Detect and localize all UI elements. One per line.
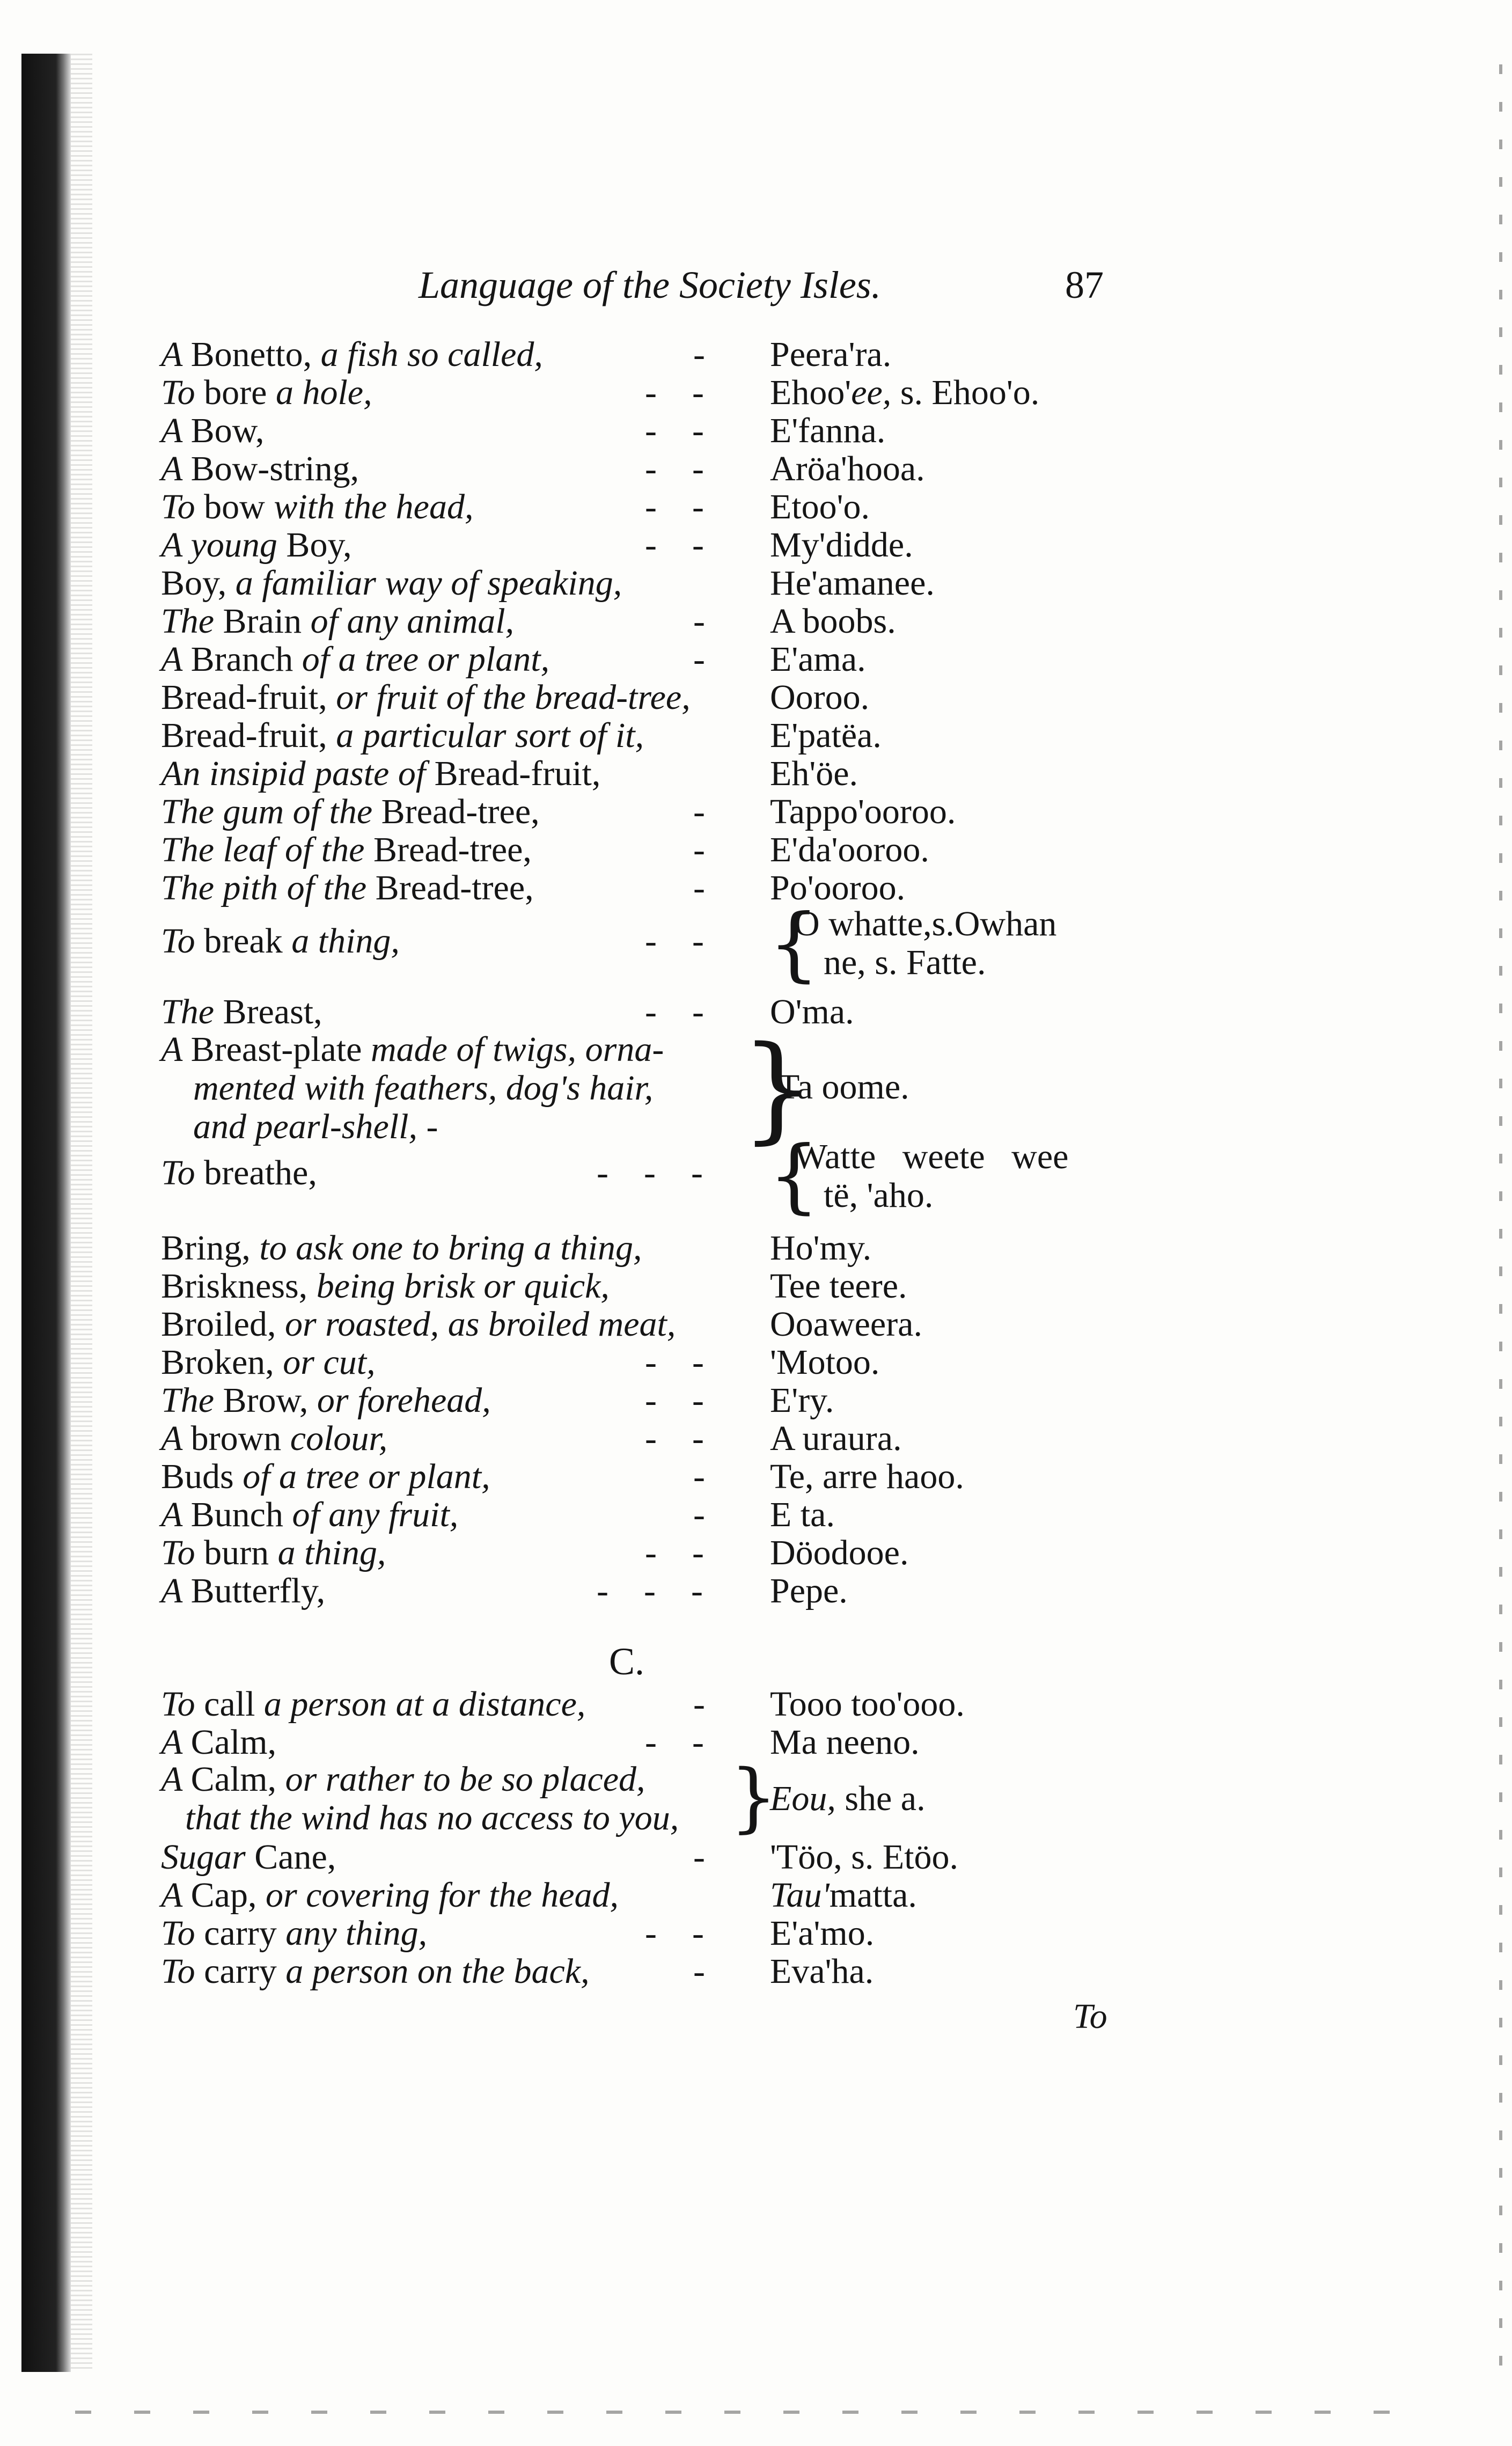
leader-dashes: - - [645, 373, 704, 412]
text-run: The [161, 992, 223, 1031]
leader-dashes: - [693, 1495, 705, 1534]
text-run: burn [204, 1533, 278, 1572]
tahitian-term [770, 1343, 879, 1382]
tahitian-term [770, 602, 896, 641]
text-run: E'da'ooroo. [770, 830, 929, 869]
text-run: Boy, [286, 525, 352, 565]
grouping-brace: { [768, 897, 820, 991]
text-run: Pepe. [770, 1571, 848, 1610]
english-term [161, 1838, 336, 1877]
text-run: Brain [223, 602, 311, 641]
english-term [161, 869, 534, 907]
text-run: a hole, [275, 373, 372, 412]
text-run: colour, [290, 1419, 388, 1458]
text-run: Ma neeno. [770, 1723, 920, 1762]
text-run: to ask one to bring a thing, [259, 1228, 642, 1268]
leader-dashes: - - [645, 1723, 704, 1762]
leader-dashes: - [693, 335, 705, 374]
english-term [161, 922, 400, 961]
tahitian-term [770, 335, 891, 374]
text-run: E'a'mo. [770, 1914, 875, 1953]
tahitian-term [770, 1914, 874, 1953]
text-run: He'amanee. [770, 563, 935, 603]
english-term [161, 793, 540, 831]
text-run: carry [204, 1914, 286, 1953]
text-run: Tappo'ooroo. [770, 792, 956, 831]
text-run: or roasted, as broiled meat, [284, 1305, 676, 1344]
english-line [161, 1030, 664, 1069]
english-term [161, 1381, 491, 1420]
text-run: Tee teere. [770, 1266, 907, 1306]
text-run: A [161, 1571, 191, 1610]
tahitian-line: ne, s. Fatte. [824, 943, 986, 982]
text-run: with the head, [274, 487, 474, 526]
text-run: Ehoo' [770, 373, 852, 412]
tahitian-term [770, 1419, 902, 1458]
tahitian-line: të, 'aho. [824, 1176, 934, 1215]
text-run: A [161, 1760, 191, 1799]
text-run: Branch [190, 640, 302, 679]
leader-dashes: - - - [597, 1571, 703, 1610]
text-run: Sugar [161, 1837, 255, 1877]
text-run: A [161, 335, 191, 374]
english-line [161, 1760, 679, 1799]
tahitian-term [770, 640, 866, 679]
text-run: A [161, 449, 191, 488]
leader-dashes: - - [645, 411, 704, 450]
leader-dashes: - [693, 1685, 705, 1724]
tahitian-term [770, 488, 870, 526]
english-term [161, 488, 473, 526]
leader-dashes: - [693, 1952, 705, 1991]
leader-dashes: - - [645, 992, 704, 1031]
text-run: brown [190, 1419, 290, 1458]
text-run: breathe, [204, 1153, 317, 1192]
text-run: Eva'ha. [770, 1952, 874, 1991]
text-run: a familiar way of speaking, [235, 563, 622, 603]
tahitian-term [770, 1685, 965, 1724]
english-term [161, 1458, 490, 1496]
tahitian-term [794, 1138, 1068, 1215]
english-term [161, 1876, 619, 1915]
text-run: E'ama. [770, 640, 866, 679]
tahitian-term [770, 526, 913, 565]
text-run: Broiled, [161, 1305, 285, 1344]
english-term [161, 1419, 387, 1458]
text-run: Briskness, [161, 1266, 317, 1306]
page-bottom-edge [75, 2411, 1416, 2414]
text-run: A [161, 1030, 191, 1069]
english-term [161, 602, 514, 641]
english-term [161, 1267, 610, 1306]
tahitian-term [770, 678, 869, 717]
text-run: of any animal, [310, 602, 515, 641]
tahitian-term [770, 1305, 922, 1344]
text-run: Calm, [190, 1723, 277, 1762]
text-run: Peera'ra. [770, 335, 892, 374]
text-run: Bread-tree, [375, 868, 534, 907]
tahitian-term [770, 1876, 917, 1915]
leader-dashes: - - [645, 525, 704, 565]
leader-dashes: - - - [597, 1153, 703, 1192]
tahitian-term [770, 374, 1039, 412]
leader-dashes: - - [645, 487, 704, 526]
leader-dashes: - [693, 830, 705, 869]
text-run: or fruit of the bread-tree, [336, 678, 691, 717]
text-run: Eou, [770, 1779, 836, 1818]
text-run: The [161, 1381, 223, 1420]
leader-dashes: - - [645, 1419, 704, 1458]
text-run: that the wind has no access to you, [185, 1798, 679, 1837]
english-term [161, 1572, 325, 1610]
text-run: To [161, 1914, 204, 1953]
tahitian-term [770, 1267, 907, 1306]
text-run: A [161, 1723, 191, 1762]
english-term [161, 526, 352, 565]
text-run: made of twigs, orna- [370, 1030, 664, 1069]
english-term [161, 1952, 590, 1991]
text-run: Eh'öe. [770, 754, 858, 793]
tahitian-term [770, 1779, 926, 1818]
text-run: a fish so called, [320, 335, 543, 374]
text-run: O'ma. [770, 992, 854, 1031]
page-header [0, 263, 1512, 311]
text-run: 'Töo, s. Etöo. [770, 1837, 959, 1877]
english-term [161, 1154, 317, 1192]
text-run: A [161, 1495, 191, 1534]
leader-dashes: - - [645, 449, 704, 488]
text-run: a particular sort of it, [336, 716, 644, 755]
text-run: Bunch [190, 1495, 292, 1534]
tahitian-term [770, 793, 956, 831]
english-term [161, 1914, 427, 1953]
text-run: Cane, [254, 1837, 336, 1877]
text-run: To [161, 921, 204, 961]
english-term [161, 335, 543, 374]
leader-dashes: - [693, 868, 705, 907]
text-run: Döodooe. [770, 1533, 909, 1572]
english-term [161, 1229, 642, 1268]
text-run: bow [204, 487, 274, 526]
tahitian-term [770, 1572, 848, 1610]
tahitian-term [770, 1838, 958, 1877]
text-run: Bread-fruit, [161, 678, 336, 717]
text-run: Buds [161, 1457, 243, 1496]
english-term [161, 1496, 458, 1534]
english-line [161, 1108, 664, 1146]
tahitian-term [794, 905, 1056, 982]
text-run: A [161, 411, 191, 450]
text-run: carry [204, 1952, 286, 1991]
leader-dashes: - [693, 792, 705, 831]
text-run: or cut, [283, 1343, 376, 1382]
text-run: Bonetto, [190, 335, 321, 374]
text-run: Brow, [223, 1381, 317, 1420]
english-term [161, 831, 532, 869]
text-run: or rather to be so placed, [285, 1760, 645, 1799]
leader-dashes: - - [645, 921, 704, 961]
english-term [161, 640, 549, 679]
text-run: matta. [829, 1876, 917, 1915]
leader-dashes: - - [645, 1914, 704, 1953]
english-term [161, 993, 322, 1031]
text-run: A [161, 1419, 191, 1458]
tahitian-term [770, 1496, 835, 1534]
text-run: Aröa'hooa. [770, 449, 925, 488]
text-run: Broken, [161, 1343, 283, 1382]
english-term [161, 564, 622, 603]
text-run: a thing, [277, 1533, 386, 1572]
text-run: or forehead, [317, 1381, 491, 1420]
text-run: Ooaweera. [770, 1305, 922, 1344]
english-line [161, 1799, 679, 1837]
text-run: To [161, 1952, 204, 1991]
english-term [161, 450, 359, 488]
english-term [161, 1723, 276, 1762]
text-run: E'patëa. [770, 716, 882, 755]
text-run: To [161, 1533, 204, 1572]
english-term [161, 412, 265, 450]
text-run: - [417, 1107, 438, 1146]
text-run: and pearl-shell, [193, 1107, 417, 1146]
tahitian-term [770, 412, 885, 450]
text-run: To [161, 1685, 204, 1724]
text-run: E ta. [770, 1495, 835, 1534]
text-run: any thing, [285, 1914, 428, 1953]
text-run: Etoo'o. [770, 487, 870, 526]
book-spine-shadow [21, 54, 71, 2372]
text-run: E'fanna. [770, 411, 886, 450]
tahitian-term [770, 564, 935, 603]
grouping-brace: { [768, 1129, 820, 1222]
text-run: a thing, [291, 921, 400, 961]
grouping-brace: } [730, 1754, 778, 1841]
text-run: Bow-string, [190, 449, 359, 488]
text-run: Bread-tree, [381, 792, 540, 831]
english-term [161, 1030, 664, 1146]
tahitian-term [770, 1458, 964, 1496]
english-term [161, 1305, 676, 1344]
tahitian-term [770, 1229, 871, 1268]
grouping-brace: } [740, 1021, 814, 1155]
text-run: she a. [835, 1779, 926, 1818]
text-run: Bow, [190, 411, 265, 450]
text-run: Butterfly, [190, 1571, 326, 1610]
tahitian-term [770, 450, 925, 488]
tahitian-term [770, 716, 882, 755]
text-run: A boobs. [770, 602, 896, 641]
leader-dashes: - - [645, 1381, 704, 1420]
text-run: An insipid paste of [161, 754, 435, 793]
text-run: Bread-tree, [373, 830, 532, 869]
text-run: A young [161, 525, 287, 565]
english-line [161, 1069, 664, 1108]
catchword: To [1073, 1997, 1107, 2036]
text-run: or covering for the head, [265, 1876, 619, 1915]
english-term [161, 1760, 679, 1837]
tahitian-line: O whatte,s.Owhan [794, 904, 1057, 943]
text-run: Cap, [190, 1876, 266, 1915]
text-run: Te, arre haoo. [770, 1457, 964, 1496]
text-run: Ho'my. [770, 1228, 872, 1268]
text-run: of any fruit, [292, 1495, 459, 1534]
text-run: Calm, [190, 1760, 285, 1799]
text-run: Tau' [770, 1876, 830, 1915]
text-run: Bring, [161, 1228, 260, 1268]
text-run: call [204, 1685, 264, 1724]
tahitian-term [770, 1381, 834, 1420]
text-run: Bread-fruit, [161, 716, 336, 755]
english-term [161, 1685, 585, 1724]
tahitian-term [770, 755, 858, 793]
leader-dashes: - [693, 602, 705, 641]
english-term [161, 374, 372, 412]
text-run: break [204, 921, 292, 961]
tahitian-line: Watte weete wee [794, 1137, 1069, 1176]
page-number: 87 [1065, 263, 1104, 306]
text-run: A [161, 640, 191, 679]
tahitian-term: Ta oome. [778, 1067, 909, 1107]
text-run: being brisk or quick, [316, 1266, 610, 1306]
text-run: To [161, 487, 204, 526]
text-run: of a tree or plant, [243, 1457, 490, 1496]
text-run: The pith of the [161, 868, 376, 907]
text-run: Boy, [161, 563, 236, 603]
leader-dashes: - [693, 1457, 705, 1496]
text-run: of a tree or plant, [302, 640, 550, 679]
text-run: The [161, 602, 223, 641]
text-run: ee, [851, 373, 892, 412]
tahitian-term [770, 1723, 920, 1762]
text-run: A uraura. [770, 1419, 902, 1458]
page-right-edge [1499, 64, 1502, 2372]
leader-dashes: - - [645, 1533, 704, 1572]
tahitian-term [770, 1952, 874, 1991]
leader-dashes: - [693, 640, 705, 679]
text-run: Ooroo. [770, 678, 870, 717]
text-run: My'didde. [770, 525, 913, 565]
text-run: Breast, [223, 992, 322, 1031]
english-term [161, 716, 644, 755]
english-term [161, 1343, 376, 1382]
text-run: Po'ooroo. [770, 868, 906, 907]
text-run: a person on the back, [285, 1952, 590, 1991]
page-gutter-texture [71, 54, 92, 2372]
text-run: a person at a distance, [263, 1685, 586, 1724]
text-run: The gum of the [161, 792, 381, 831]
text-run: 'Motoo. [770, 1343, 880, 1382]
text-run: E'ry. [770, 1381, 834, 1420]
text-run: s. Ehoo'o. [891, 373, 1040, 412]
text-run: The leaf of the [161, 830, 373, 869]
text-run: mented with feathers, dog's hair, [193, 1068, 654, 1108]
section-letter: C. [609, 1640, 645, 1683]
text-run: To [161, 1153, 204, 1192]
text-run: Bread-fruit, [434, 754, 601, 793]
text-run: Breast-plate [190, 1030, 371, 1069]
leader-dashes: - - [645, 1343, 704, 1382]
leader-dashes: - [693, 1837, 705, 1877]
text-run: To [161, 373, 204, 412]
running-title: Language of the Society Isles. [419, 263, 881, 306]
english-term [161, 1534, 386, 1572]
tahitian-term [770, 831, 929, 869]
text-run: A [161, 1876, 191, 1915]
tahitian-term [770, 1534, 908, 1572]
text-run: Tooo too'ooo. [770, 1685, 965, 1724]
text-run: bore [204, 373, 276, 412]
english-term [161, 678, 691, 717]
english-term [161, 755, 600, 793]
